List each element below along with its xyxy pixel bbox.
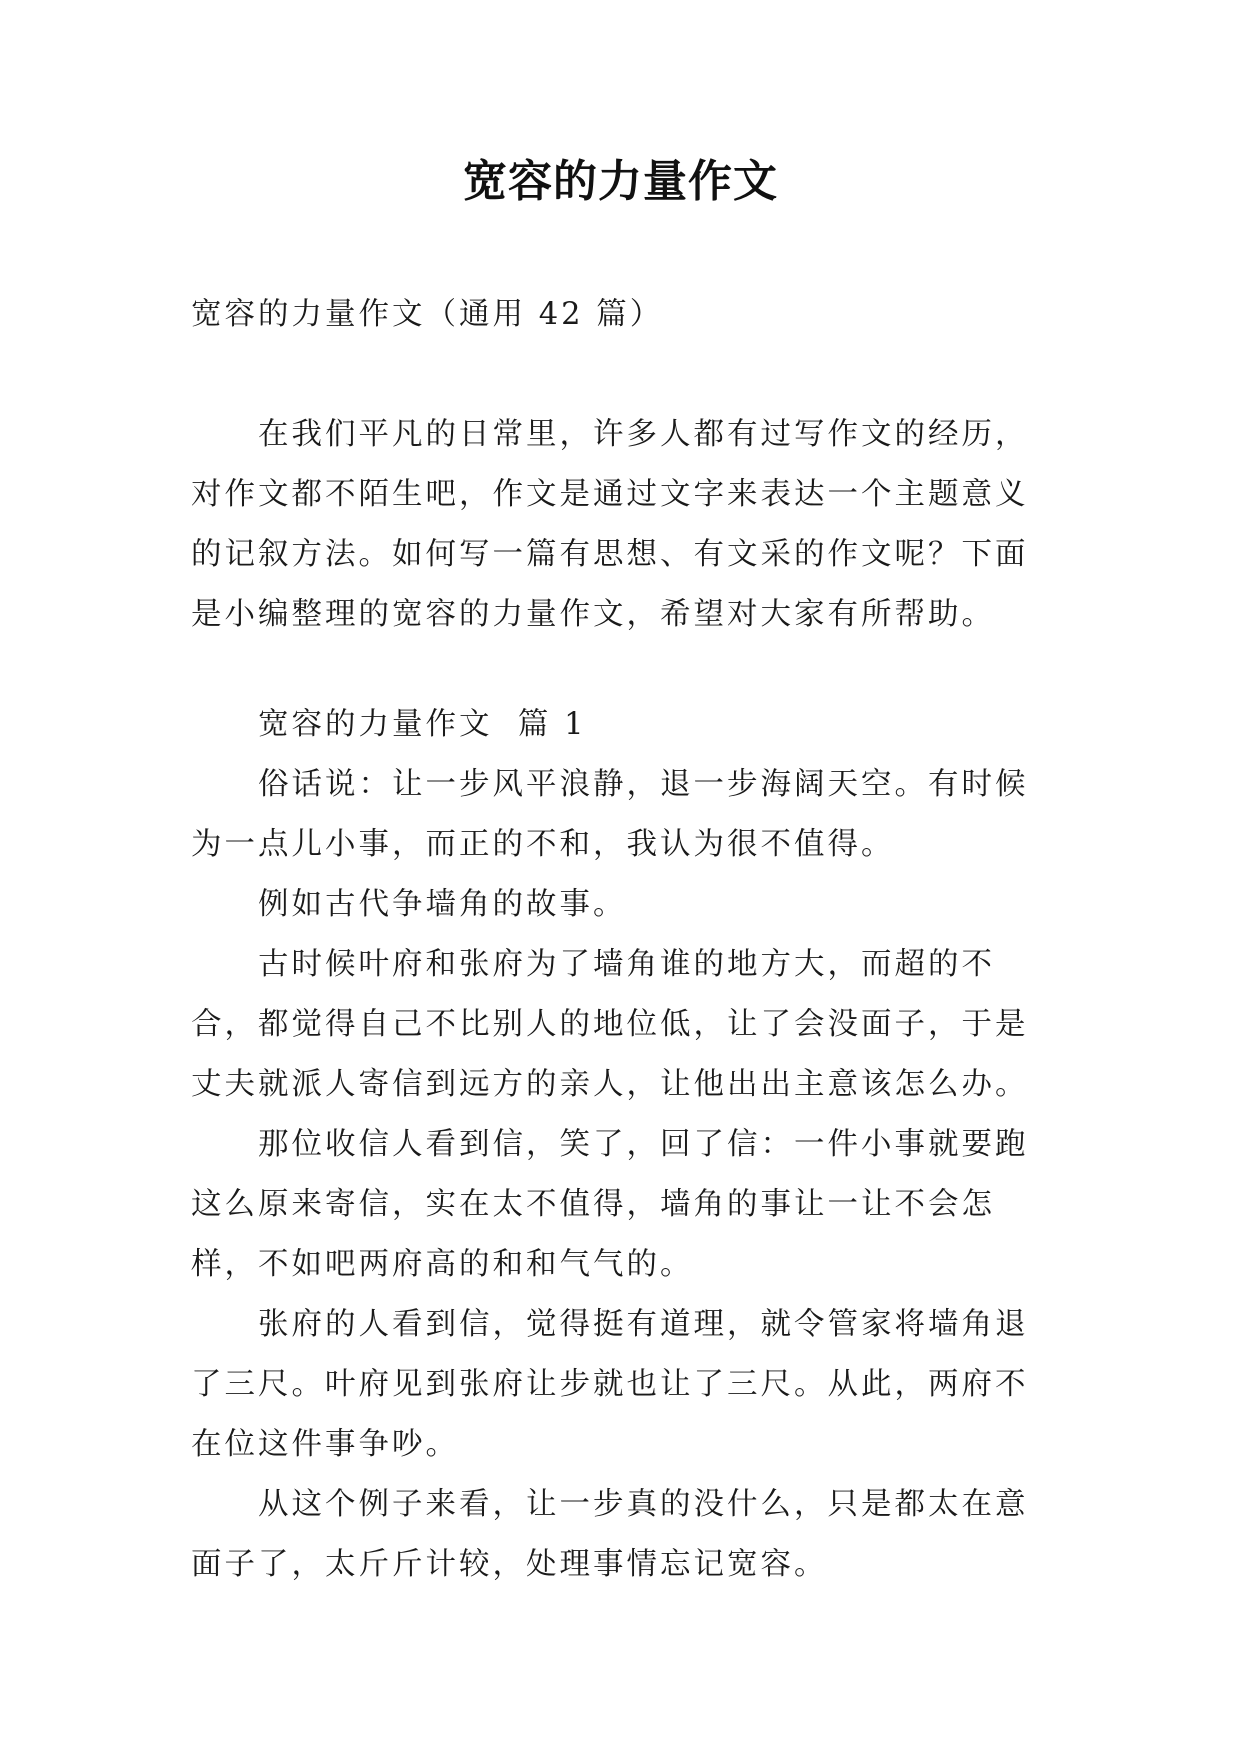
article-paragraph-5: 张府的人看到信，觉得挺有道理，就令管家将墙角退了三尺。叶府见到张府让步就也让了三尺。从此，两府不在位这件事争吵。 <box>191 1307 1029 1462</box>
intro-paragraph: 在我们平凡的日常里，许多人都有过写作文的经历，对作文都不陌生吧，作文是通过文字来表达一个主题意义的记叙方法。如何写一篇有思想、有文采的作文呢？下面是小编整理的宽容的力量作文，希望对大家有所帮助。 <box>191 417 1029 632</box>
article-paragraph-4: 那位收信人看到信，笑了，回了信：一件小事就要跑这么原来寄信，实在太不值得，墙角的事让一让不会怎样，不如吧两府高的和和气气的。 <box>191 1127 1029 1282</box>
article-heading: 宽容的力量作文 篇 1 <box>258 707 587 742</box>
intro-section <box>191 405 1061 645</box>
article-paragraph-3: 古时候叶府和张府为了墙角谁的地方大，而超的不合，都觉得自己不比别人的地位低，让了会没面子，于是丈夫就派人寄信到远方的亲人，让他出出主意该怎么办。 <box>191 947 1029 1102</box>
article-section <box>191 695 1061 1595</box>
document-title: 宽容的力量作文 <box>463 156 778 207</box>
article-paragraph-1: 俗话说：让一步风平浪静，退一步海阔天空。有时候为一点儿小事，而正的不和，我认为很不值得。 <box>191 767 1029 862</box>
article-paragraph-2: 例如古代争墙角的故事。 <box>258 887 627 922</box>
document-subtitle <box>191 285 1061 345</box>
subtitle-text: 宽容的力量作文（通用 42 篇） <box>191 297 664 332</box>
article-paragraph-6: 从这个例子来看，让一步真的没什么，只是都太在意面子了，太斤斤计较，处理事情忘记宽容。 <box>191 1487 1029 1582</box>
